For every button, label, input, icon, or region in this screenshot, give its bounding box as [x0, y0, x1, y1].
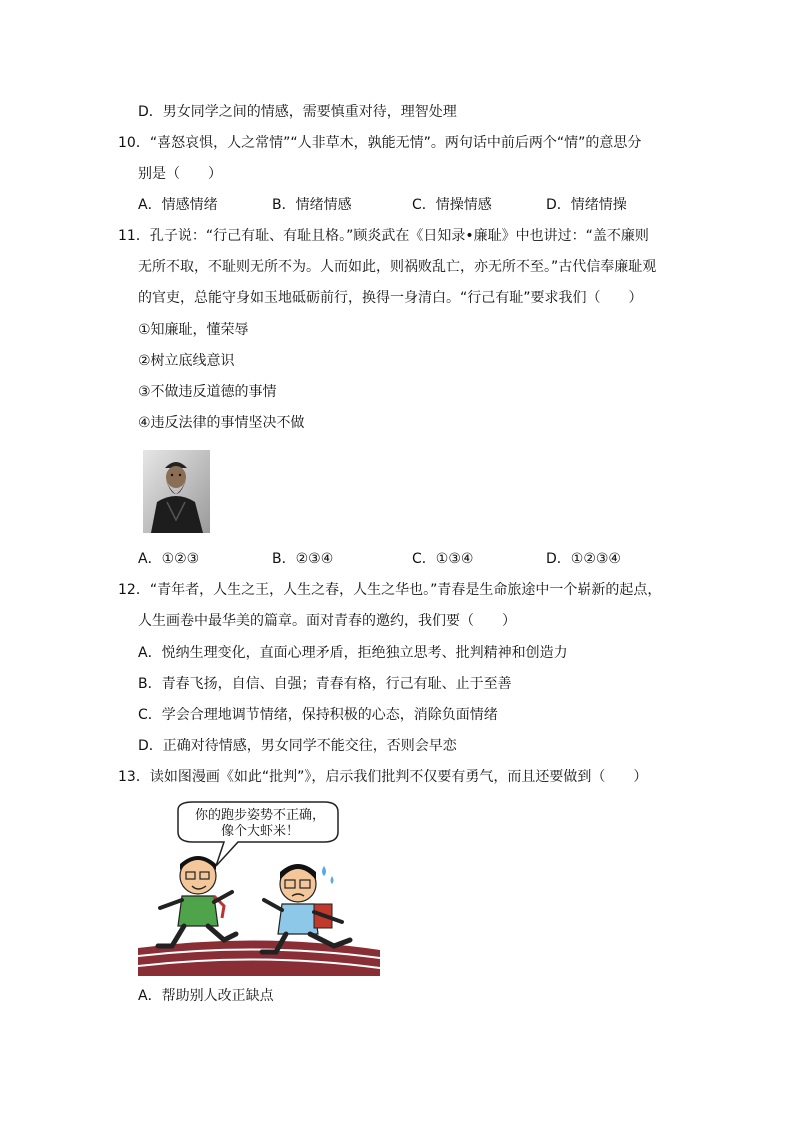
- q10-stem-line2: 别是（ ）: [138, 166, 222, 182]
- q11-statement-4: ④违反法律的事情坚决不做: [138, 415, 305, 431]
- running-cartoon: [138, 800, 380, 976]
- q12-option-c: C．学会合理地调节情绪，保持积极的心态，消除负面情绪: [138, 707, 498, 723]
- bubble-text-line2: 像个大虾米！: [220, 824, 299, 839]
- q13-option-a: A．帮助别人改正缺点: [138, 988, 274, 1004]
- q11-stem-line2: 无所不取，不耻则无所不为。人而如此，则祸败乱亡，亦无所不至。”古代信奉廉耻观: [138, 259, 657, 275]
- q10-option-a: A．情感情绪: [138, 197, 218, 213]
- q12-option-b: B．青春飞扬，自信、自强；青春有格，行己有耻、止于至善: [138, 676, 512, 692]
- q10-option-c: C．情操情感: [412, 197, 492, 213]
- q12-stem-line2: 人生画卷中最华美的篇章。面对青春的邀约，我们要（ ）: [138, 613, 516, 629]
- q11-stem-line3: 的官吏，总能守身如玉地砥砺前行，换得一身清白。“行己有耻”要求我们（ ）: [138, 290, 643, 306]
- q11-option-d: D．①②③④: [546, 551, 621, 567]
- q10-stem-line1: 10．“喜怒哀惧，人之常情”“人非草木，孰能无情”。两句话中前后两个“情”的意思分: [118, 135, 642, 151]
- q10-option-b: B．情绪情感: [272, 197, 352, 213]
- q11-option-b: B．②③④: [272, 551, 334, 567]
- q11-stem-line1: 11．孔子说：“行己有耻、有耻且格。”顾炎武在《日知录•廉耻》中也讲过：“盖不廉则: [118, 228, 649, 244]
- q11-option-a: A．①②③: [138, 551, 200, 567]
- q10-option-d: D．情绪情操: [546, 197, 627, 213]
- q11-statement-1: ①知廉耻，懂荣辱: [138, 322, 249, 338]
- q12-option-d: D．正确对待情感，男女同学不能交往，否则会早恋: [138, 738, 457, 754]
- q11-statement-3: ③不做违反道德的事情: [138, 384, 277, 400]
- confucius-portrait: [143, 450, 210, 533]
- q12-option-a: A．悦纳生理变化，直面心理矛盾，拒绝独立思考、批判精神和创造力: [138, 645, 568, 661]
- q12-stem-line1: 12．“青年者，人生之王，人生之春，人生之华也。”青春是生命旅途中一个崭新的起点，: [118, 582, 662, 598]
- q9-option-d: D．男女同学之间的情感，需要慎重对待，理智处理: [138, 104, 457, 120]
- bubble-text-line1: 你的跑步姿势不正确，: [194, 808, 325, 823]
- q11-option-c: C．①③④: [412, 551, 474, 567]
- q13-stem-line1: 13．读如图漫画《如此“批判”》，启示我们批判不仅要有勇气，而且还要做到（ ）: [118, 769, 648, 785]
- q11-statement-2: ②树立底线意识: [138, 353, 235, 369]
